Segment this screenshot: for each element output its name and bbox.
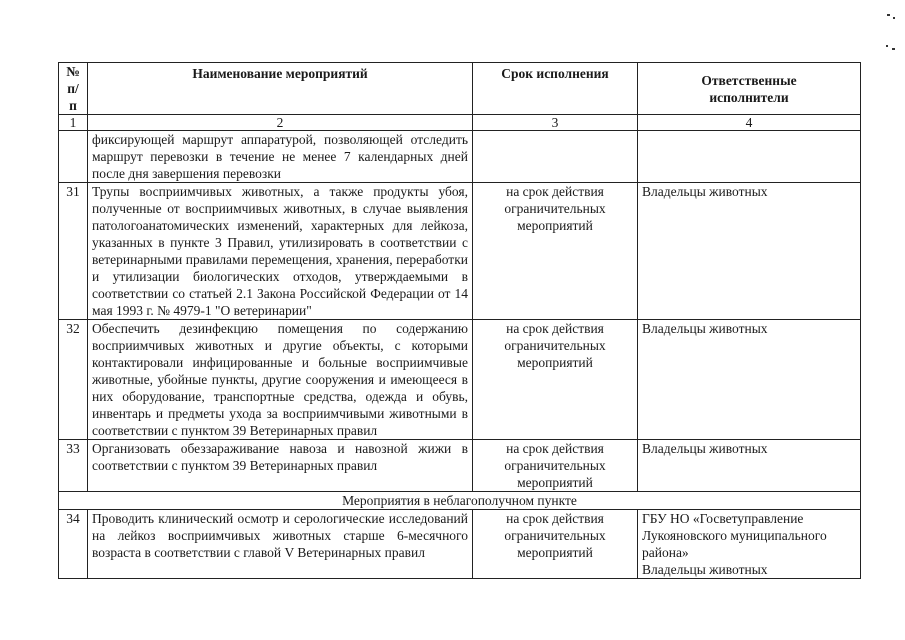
measure-name: фиксирующей маршрут аппаратурой, позволяющей отследить маршрут перевозки в течение не менее 7 календарных дней после дня завершения перевозки xyxy=(88,131,473,183)
scan-speck xyxy=(893,17,895,19)
row-number: 34 xyxy=(59,510,88,579)
header-num: № п/п xyxy=(59,63,88,115)
scan-speck xyxy=(887,14,890,16)
header-term: Срок исполнения xyxy=(473,63,638,115)
scan-speck xyxy=(892,48,895,50)
table-row xyxy=(59,183,861,320)
header-row xyxy=(59,63,861,115)
column-index: 4 xyxy=(638,115,861,131)
measure-name: Обеспечить дезинфекцию помещения по содержанию восприимчивых животных и другие объекты, с которыми контактировали инфицированные и больные восприимчивые животные, убойные пункты, другие сооружения и имеющееся в них оборудование, транспортные средства, одежда и обувь, инвентарь и предметы ухода за восприимчивыми животными в соответствии с пунктом 39 Ветеринарных правил xyxy=(88,320,473,440)
section-title: Мероприятия в неблагополучном пункте xyxy=(59,492,861,510)
measure-name: Проводить клинический осмотр и серологические исследований на лейкоз восприимчивых животных старше 6-месячного возраста в соответствии с главой V Ветеринарных правил xyxy=(88,510,473,579)
measure-responsible xyxy=(638,510,861,579)
measure-term: на срок действия ограничительных мероприятий xyxy=(473,183,638,320)
row-number: 33 xyxy=(59,440,88,492)
row-number: 31 xyxy=(59,183,88,320)
row-number: 32 xyxy=(59,320,88,440)
table-row xyxy=(59,131,861,183)
responsible-owners: Владельцы животных xyxy=(642,562,768,577)
measure-responsible xyxy=(638,131,861,183)
measure-responsible: Владельцы животных xyxy=(638,320,861,440)
table-row xyxy=(59,440,861,492)
row-number xyxy=(59,131,88,183)
section-row xyxy=(59,492,861,510)
responsible-organization: ГБУ НО «Госветуправление Лукояновского муниципального района» xyxy=(642,511,827,560)
header-resp: Ответственные исполнители xyxy=(638,63,861,115)
measure-name: Организовать обеззараживание навоза и навозной жижи в соответствии с пунктом 39 Ветеринарных правил xyxy=(88,440,473,492)
measure-name: Трупы восприимчивых животных, а также продукты убоя, полученные от восприимчивых животных, в случае выявления патологоанатомических изменений, характерных для лейкоза, указанных в пункте 3 Правил, утилизировать в соответствии с ветеринарными правилами перемещения, хранения, переработки и утилизации биологических отходов, утверждаемыми в соответствии со статьей 2.1 Закона Российской Федерации от 14 мая 1993 г. № 4979-1 "О ветеринарии" xyxy=(88,183,473,320)
measure-term: на срок действия ограничительных мероприятий xyxy=(473,320,638,440)
scan-speck xyxy=(886,45,888,47)
measure-responsible: Владельцы животных xyxy=(638,440,861,492)
measures-table xyxy=(58,62,861,579)
column-index: 3 xyxy=(473,115,638,131)
table-row xyxy=(59,320,861,440)
column-index: 1 xyxy=(59,115,88,131)
measure-term: на срок действия ограничительных мероприятий xyxy=(473,440,638,492)
measure-responsible: Владельцы животных xyxy=(638,183,861,320)
column-index-row xyxy=(59,115,861,131)
table-row xyxy=(59,510,861,579)
column-index: 2 xyxy=(88,115,473,131)
header-name: Наименование мероприятий xyxy=(88,63,473,115)
measure-term: на срок действия ограничительных мероприятий xyxy=(473,510,638,579)
measure-term xyxy=(473,131,638,183)
